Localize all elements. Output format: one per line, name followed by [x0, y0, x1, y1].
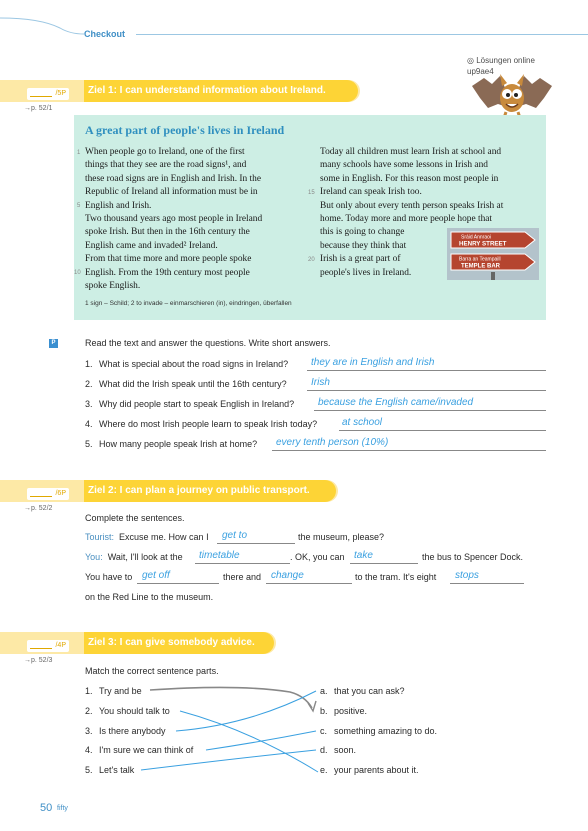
match-connector-line	[180, 711, 318, 772]
answer-text: stops	[455, 570, 479, 581]
section-title: Checkout	[84, 29, 126, 39]
text-line: But only about every tenth person speaks Irish at	[320, 200, 504, 211]
match-right-item[interactable]: c. something amazing to do.	[320, 726, 438, 736]
question: 2. What did the Irish speak until the 16th century?	[85, 379, 287, 389]
match-left-item[interactable]: 5. Let's talk	[85, 765, 135, 775]
answer-text: they are in English and Irish	[311, 357, 435, 368]
blank-field[interactable]	[217, 543, 295, 544]
goal-2-score: /6P	[27, 488, 69, 500]
match-right-item[interactable]: d. soon.	[320, 745, 357, 755]
dialogue-line-3: You have to	[85, 572, 133, 582]
match-left-item[interactable]: 2. You should talk to	[85, 706, 170, 716]
text-line: When people go to Ireland, one of the first	[85, 147, 245, 157]
match-connector-line	[176, 691, 316, 731]
text-line: Republic of Ireland all information must be in	[85, 187, 258, 198]
dialogue-text: the museum, please?	[298, 532, 385, 542]
goal-2-title: Ziel 2: I can plan a journey on public transport.	[88, 485, 310, 496]
question: 3. Why did people start to speak English in Ireland?	[85, 399, 295, 409]
goal-1-banner	[0, 80, 360, 102]
line-number: 15	[308, 190, 315, 196]
text-line: From that time more and more people spoke	[85, 254, 252, 265]
match-right-item[interactable]: b. positive.	[320, 706, 368, 716]
arrow-head-icon	[308, 701, 316, 711]
match-left-item[interactable]: 4. I'm sure we can think of	[85, 745, 194, 755]
text-line: these road signs are in English and Irish. In the	[85, 173, 262, 184]
text-line: spoke English.	[85, 281, 141, 292]
answer-text: get to	[222, 530, 248, 541]
dialogue-text: to the tram. It's eight	[355, 572, 437, 582]
text-line: things that they see are the road signs¹, and	[85, 160, 247, 171]
line-number: 10	[74, 270, 81, 276]
road-sign-photo	[447, 228, 539, 280]
answer-field[interactable]	[314, 410, 546, 411]
dialogue-line-1: Tourist: Excuse me. How can I	[85, 532, 209, 542]
header-decoration	[0, 14, 84, 36]
match-left-item[interactable]: 1. Try and be	[85, 686, 142, 696]
answer-field[interactable]	[272, 450, 546, 451]
goal-2-banner	[0, 480, 338, 502]
sign-line: TEMPLE BAR	[461, 263, 500, 270]
dialogue-line-2: You: Wait, I'll look at the	[85, 552, 183, 562]
goal-3-instruction: Match the correct sentence parts.	[85, 666, 219, 676]
answer-text: get off	[142, 570, 170, 581]
page-number: 50	[40, 802, 53, 814]
page-number-word: fifty	[57, 805, 68, 812]
goal-3-score: /4P	[27, 640, 69, 652]
goal-3-banner	[0, 632, 276, 654]
line-number: 5	[77, 203, 81, 209]
sign-line: Sráid Annraoi	[461, 234, 492, 241]
reading-title: A great part of people's lives in Ireland	[85, 123, 285, 137]
question: 1. What is special about the road signs in Ireland?	[85, 359, 289, 369]
text-line: this is going to change	[320, 227, 405, 238]
text-line: some in English. For this reason most people in	[320, 173, 499, 184]
answer-field[interactable]	[307, 370, 546, 371]
answer-text: Irish	[311, 377, 330, 388]
answer-text: because the English came/invaded	[318, 397, 474, 408]
p-icon: P	[49, 339, 58, 348]
text-line: English came and invaded² Ireland.	[85, 240, 218, 251]
blank-field[interactable]	[137, 583, 219, 584]
speaker-label: You:	[85, 552, 103, 562]
dialogue-text: there and	[223, 572, 262, 582]
text-line: Two thousand years ago most people in Ireland	[85, 214, 263, 225]
goal-1-instruction: Read the text and answer the questions. Write short answers.	[85, 338, 331, 348]
header-divider	[136, 34, 588, 35]
dialogue-text: . OK, you can	[290, 552, 345, 562]
text-line: Today all children must learn Irish at school and	[320, 147, 502, 157]
blank-field[interactable]	[450, 583, 524, 584]
line-number: 1	[77, 150, 81, 156]
text-line: because they think that	[320, 240, 407, 251]
sign-line: HENRY STREET	[459, 240, 507, 248]
text-line: Irish is a great part of	[320, 254, 401, 265]
online-label: Lösungen online	[476, 56, 535, 65]
text-line: many schools have some lessons in Irish and	[320, 160, 488, 171]
text-line: English and Irish.	[85, 200, 152, 211]
goal-1-page-ref[interactable]: →p. 52/1	[24, 105, 53, 112]
match-connector-line	[206, 731, 316, 750]
question: 4. Where do most Irish people learn to speak Irish today?	[85, 419, 318, 429]
match-left-item[interactable]: 3. Is there anybody	[85, 726, 166, 736]
text-line: English. From the 19th century most people	[85, 267, 250, 278]
dialogue-text: the bus to Spencer Dock.	[422, 552, 524, 562]
text-line: people's lives in Ireland.	[320, 267, 412, 278]
goal-3-title: Ziel 3: I can give somebody advice.	[88, 637, 255, 648]
answer-text: at school	[342, 417, 383, 428]
goal-3-page-ref[interactable]: →p. 52/3	[24, 657, 53, 664]
blank-field[interactable]	[350, 563, 418, 564]
answer-field[interactable]	[339, 430, 546, 431]
text-line: spoke Irish. But then in the 16th century the	[85, 227, 250, 238]
answer-text: timetable	[199, 550, 240, 561]
text-line: home. Today more and more people hope that	[320, 214, 493, 225]
reading-left-column	[85, 146, 262, 293]
sign-line: Barra an Teampaill	[459, 256, 501, 263]
text-line: Ireland can speak Irish too.	[320, 187, 422, 198]
goal-1-score: /5P	[27, 88, 69, 100]
answer-text: change	[271, 570, 304, 581]
match-right-item[interactable]: a. that you can ask?	[320, 686, 405, 696]
footnote: 1 sign – Schild; 2 to invade – einmarschieren (in), eindringen, überfallen	[85, 300, 292, 307]
line-number: 20	[308, 257, 315, 263]
dialogue-line-4: on the Red Line to the museum.	[85, 592, 214, 602]
goal-1-title: Ziel 1: I can understand information about Ireland.	[88, 85, 326, 96]
speaker-label: Tourist:	[85, 532, 115, 542]
blank-field[interactable]	[195, 563, 290, 564]
example-connector-line	[150, 687, 312, 708]
match-right-item[interactable]: e. your parents about it.	[320, 765, 419, 775]
question: 5. How many people speak Irish at home?	[85, 439, 258, 449]
answer-field[interactable]	[307, 390, 546, 391]
goal-2-page-ref[interactable]: →p. 52/2	[24, 505, 53, 512]
answer-text: take	[354, 550, 373, 561]
blank-field[interactable]	[266, 583, 352, 584]
online-code: up9ae4	[467, 67, 494, 76]
globe-icon: ◎	[467, 56, 477, 65]
goal-2-instruction: Complete the sentences.	[85, 513, 185, 523]
answer-text: every tenth person (10%)	[276, 437, 389, 448]
